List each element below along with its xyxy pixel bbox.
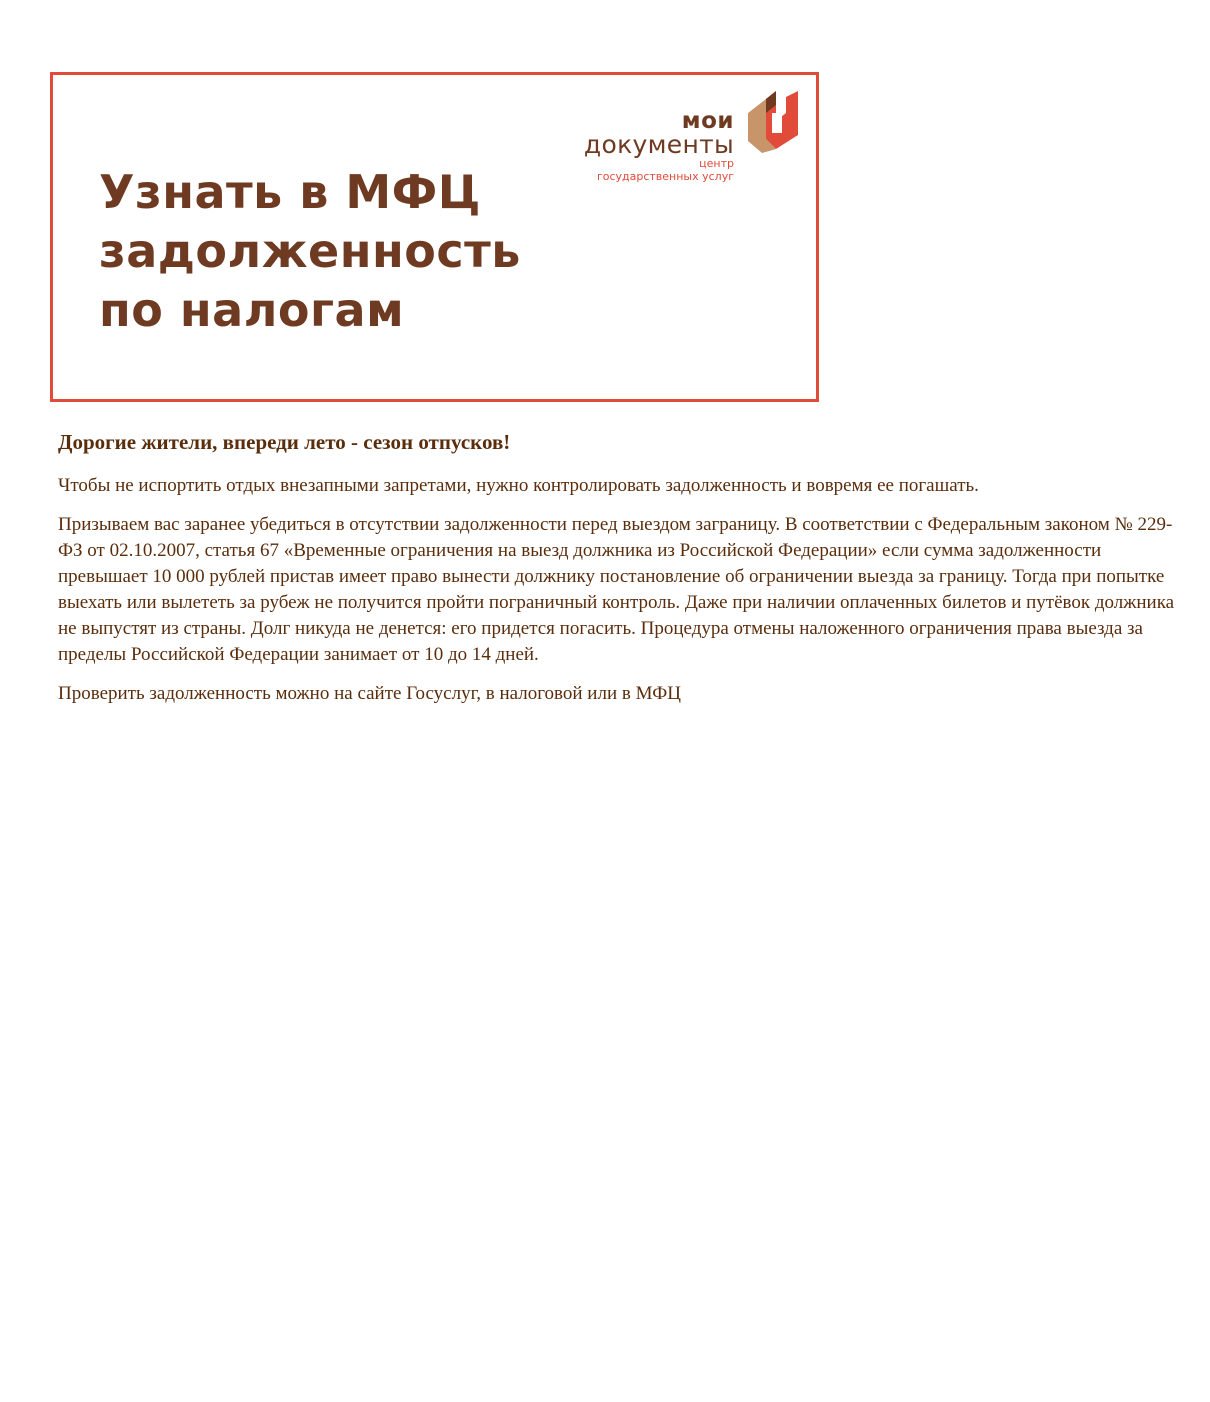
logo-line-center: центр: [699, 157, 734, 170]
moi-dokumenty-logo: [566, 89, 798, 189]
logo-mark-icon: [748, 91, 798, 155]
banner-title-line-1: Узнать в МФЦ: [99, 165, 481, 219]
logo-line-dokumenty: документы: [583, 130, 734, 159]
logo-line-moi: мои: [681, 108, 734, 134]
logo-text: [584, 110, 734, 183]
promo-banner: [50, 72, 819, 402]
article: [58, 428, 1193, 720]
banner-title-line-3: по налогам: [99, 283, 405, 337]
banner-title: [99, 163, 521, 340]
article-paragraph-1: Чтобы не испортить отдых внезапными запретами, нужно контролировать задолженность и вовремя ее погашать.: [58, 475, 979, 496]
article-heading: Дорогие жители, впереди лето - сезон отпусков!: [58, 430, 511, 454]
article-paragraph-3: Проверить задолженность можно на сайте Госуслуг, в налоговой или в МФЦ: [58, 683, 681, 704]
article-paragraph-2: Призываем вас заранее убедиться в отсутствии задолженности перед выездом заграницу. В соответствии с Федеральным законом № 229-ФЗ от 02.10.2007, статья 67 «Временные ограничения на выезд должника из Российской Федерации» если сумма задолженности превышает 10 000 рублей пристав имеет право вынести должнику постановление об ограничении выезда за границу. Тогда при попытке выехать или вылететь за рубеж не получится пройти пограничный контроль. Даже при наличии оплаченных билетов и путёвок должника не выпустят из страны. Долг никуда не денется: его придется погасить. Процедура отмены наложенного ограничения права выезда за пределы Российской Федерации занимает от 10 до 14 дней.: [58, 514, 1175, 665]
logo-line-services: государственных услуг: [596, 170, 734, 183]
banner-title-line-2: задолженность: [99, 224, 521, 278]
